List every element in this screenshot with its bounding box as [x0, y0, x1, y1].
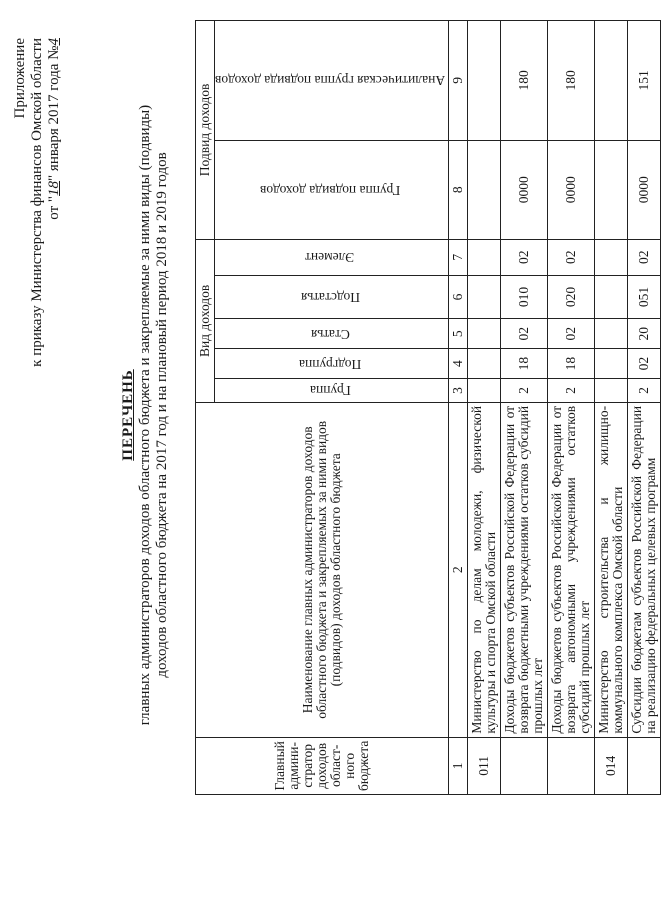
order-date: от "18" января 2017 года №4 [46, 38, 62, 220]
subheader-analytic-group: Аналитическая группа подвида доходов [215, 21, 449, 141]
subheader-subarticle: Подстатья [215, 275, 449, 319]
cell-element: 02 [628, 239, 661, 275]
subheader-element: Элемент [215, 239, 449, 275]
col-number: 7 [449, 239, 468, 275]
cell-article: 02 [548, 319, 595, 349]
cell-subarticle: 010 [501, 275, 548, 319]
document-title [120, 65, 171, 765]
cell-subgroup: 18 [548, 349, 595, 379]
table-row [595, 21, 628, 795]
subheader-subgroup: Подгруппа [215, 349, 449, 379]
col-number: 1 [449, 737, 468, 794]
cell-subarticle: 020 [548, 275, 595, 319]
subheader-subtype-group: Группа подвида доходов [215, 140, 449, 239]
title-line-1: главных администраторов доходов областного бюджета и закрепляемые за ними виды (подвиды) [137, 104, 153, 726]
group-header-vid: Вид доходов [196, 239, 215, 402]
cell-analytic-group: 151 [628, 21, 661, 141]
col-number: 9 [449, 21, 468, 141]
cell-analytic-group: 180 [548, 21, 595, 141]
cell-subgroup: 18 [501, 349, 548, 379]
revenue-admin-table [195, 20, 661, 795]
row-name: Доходы бюджетов субъектов Российской Федерации от возврата бюджетными учреждениями остатков субсидий прошлых лет [501, 402, 548, 737]
col-number: 3 [449, 379, 468, 403]
table-row [468, 21, 501, 795]
row-name: Министерство строительства и жилищно-коммунального комплекса Омской области [595, 402, 628, 737]
admin-code [548, 737, 595, 794]
col-number: 8 [449, 140, 468, 239]
cell-subtype-group: 0000 [548, 140, 595, 239]
subheader-group: Группа [215, 379, 449, 403]
cell-group: 2 [628, 379, 661, 403]
table-row [548, 21, 595, 795]
cell-article: 02 [501, 319, 548, 349]
admin-code [628, 737, 661, 794]
cell-subtype-group: 0000 [628, 140, 661, 239]
cell-subtype-group: 0000 [501, 140, 548, 239]
column-numbers-row [449, 21, 468, 795]
cell-element: 02 [501, 239, 548, 275]
table-row [628, 21, 661, 795]
table-row [501, 21, 548, 795]
appendix-header [12, 38, 63, 367]
order-number: 4 [46, 38, 62, 46]
cell-subarticle: 051 [628, 275, 661, 319]
row-name: Субсидии бюджетам субъектов Российской Федерации на реализацию федеральных целевых программ [628, 402, 661, 737]
title-heading: ПЕРЕЧЕНЬ [120, 369, 136, 461]
admin-code: 011 [468, 737, 501, 794]
cell-analytic-group: 180 [501, 21, 548, 141]
row-name: Министерство по делам молодежи, физической культуры и спорта Омской области [468, 402, 501, 737]
order-reference: к приказу Министерства финансов Омской области [29, 38, 45, 367]
cell-group: 2 [501, 379, 548, 403]
col-number: 5 [449, 319, 468, 349]
cell-article: 20 [628, 319, 661, 349]
appendix-label: Приложение [12, 38, 28, 119]
col-number: 4 [449, 349, 468, 379]
cell-subgroup: 02 [628, 349, 661, 379]
col-number: 2 [449, 402, 468, 737]
subheader-article: Статья [215, 319, 449, 349]
col-header-admin: Главный админи-стратор доходов област-ного бюджета [196, 737, 449, 794]
admin-code: 014 [595, 737, 628, 794]
col-header-name: Наименование главных администраторов доходов областного бюджета и закрепляемых за ними видов (подвидов) доходов областного бюджета [196, 402, 449, 737]
group-header-podvid: Подвид доходов [196, 21, 215, 240]
title-line-2: доходов областного бюджета на 2017 год и на плановый период 2018 и 2019 годов [154, 152, 170, 678]
order-day: 18 [46, 180, 62, 196]
cell-group: 2 [548, 379, 595, 403]
col-number: 6 [449, 275, 468, 319]
admin-code [501, 737, 548, 794]
row-name: Доходы бюджетов субъектов Российской Федерации от возврата автономными учреждениями остатков субсидий прошлых лет [548, 402, 595, 737]
cell-element: 02 [548, 239, 595, 275]
